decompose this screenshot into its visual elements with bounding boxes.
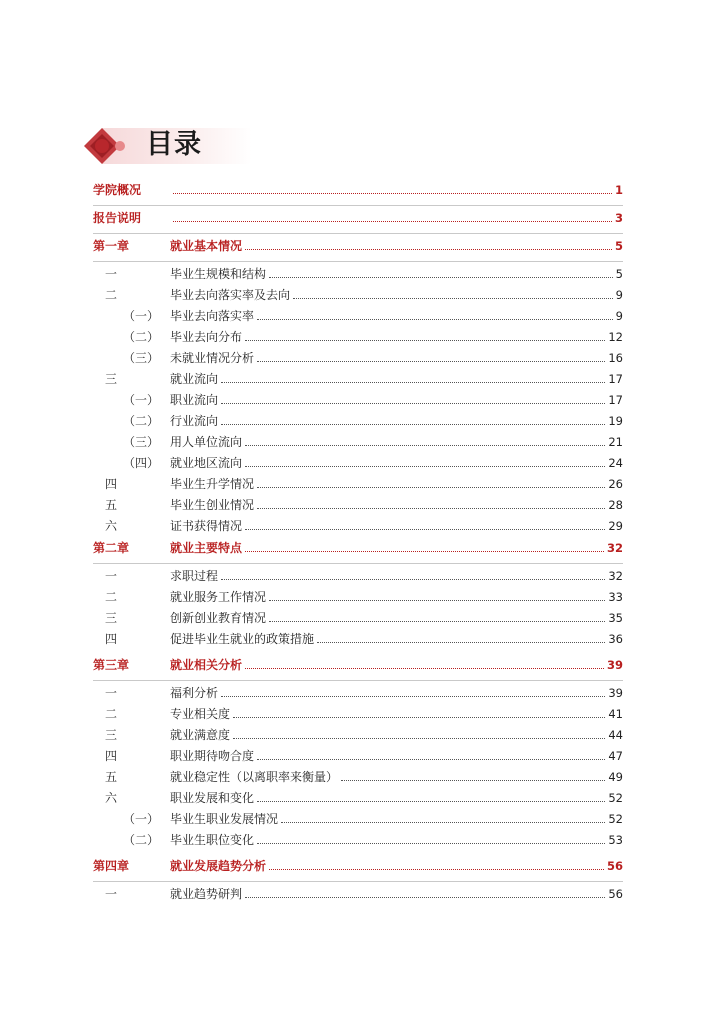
toc-entry-number: 学院概况 (93, 183, 142, 197)
toc-entry-line (170, 285, 623, 305)
toc-entry-number: （一） (123, 812, 160, 826)
toc-entry-line (170, 538, 623, 558)
toc-entry-number: 三 (105, 728, 118, 742)
toc-dot-leader (245, 444, 605, 446)
toc-entry[interactable] (93, 788, 623, 808)
toc-entry-line (170, 767, 623, 787)
toc-entry-title: 用人单位流向 (170, 435, 243, 449)
toc-entry-line (170, 725, 623, 745)
toc-entry-number: 三 (105, 372, 118, 386)
toc-entry[interactable] (93, 327, 623, 347)
toc-entry-title: 就业发展趋势分析 (170, 859, 267, 873)
toc-entry-page-number: 21 (608, 435, 623, 449)
toc-entry-title: 毕业生职业发展情况 (170, 812, 279, 826)
toc-entry-line (170, 566, 623, 586)
toc-entry-page-number: 35 (608, 611, 623, 625)
toc-entry-number: 四 (105, 632, 118, 646)
toc-entry[interactable] (93, 495, 623, 515)
toc-entry-line (170, 264, 623, 284)
toc-entry[interactable] (93, 348, 623, 368)
toc-entry-page-number: 32 (606, 541, 623, 555)
toc-entry-title: 就业趋势研判 (170, 887, 243, 901)
toc-entry-line (170, 655, 623, 675)
toc-entry[interactable] (93, 474, 623, 494)
toc-entry-line (170, 516, 623, 536)
toc-entry[interactable] (93, 236, 623, 256)
toc-dot-leader (341, 779, 605, 781)
toc-entry-number: （一） (123, 393, 160, 407)
toc-dot-leader (293, 297, 613, 299)
toc-entry-title: 专业相关度 (170, 707, 231, 721)
toc-entry-line (170, 432, 623, 452)
toc-entry-number: （二） (123, 833, 160, 847)
toc-entry-line (170, 208, 623, 228)
toc-entry[interactable] (93, 208, 623, 228)
toc-entry-title: 创新创业教育情况 (170, 611, 267, 625)
toc-dot-leader (245, 667, 604, 669)
toc-entry[interactable] (93, 566, 623, 586)
toc-entry-line (170, 306, 623, 326)
toc-entry[interactable] (93, 180, 623, 200)
toc-entry-title: 行业流向 (170, 414, 219, 428)
toc-dot-leader (245, 339, 605, 341)
toc-entry-line (170, 348, 623, 368)
toc-entry-page-number: 52 (608, 791, 623, 805)
toc-entry[interactable] (93, 767, 623, 787)
toc-entry-title: 毕业生创业情况 (170, 498, 255, 512)
toc-entry-page-number: 16 (608, 351, 623, 365)
toc-entry-number: 第二章 (93, 541, 130, 555)
toc-entry-line (170, 236, 623, 256)
toc-entry-title: 就业主要特点 (170, 541, 243, 555)
toc-entry-number: 一 (105, 686, 118, 700)
toc-entry-title: 职业流向 (170, 393, 219, 407)
toc-dot-leader (269, 276, 613, 278)
toc-entry-line (170, 369, 623, 389)
toc-entry-line (170, 629, 623, 649)
toc-entry-title: 毕业生职位变化 (170, 833, 255, 847)
toc-entry-title: 未就业情况分析 (170, 351, 255, 365)
toc-entry-title: 毕业去向分布 (170, 330, 243, 344)
toc-entry-title: 职业期待吻合度 (170, 749, 255, 763)
toc-entry[interactable] (93, 629, 623, 649)
toc-dot-leader (233, 737, 605, 739)
toc-dot-leader (245, 465, 605, 467)
toc-entry-title: 求职过程 (170, 569, 219, 583)
toc-entry-number: 三 (105, 611, 118, 625)
toc-entry-number: 四 (105, 749, 118, 763)
toc-entry-page-number: 29 (608, 519, 623, 533)
toc-entry-line (170, 704, 623, 724)
toc-entry-title: 就业满意度 (170, 728, 231, 742)
toc-dot-leader (257, 360, 605, 362)
toc-entry[interactable] (93, 704, 623, 724)
toc-entry-page-number: 56 (606, 859, 623, 873)
toc-entry[interactable] (93, 884, 623, 904)
diamond-emblem-icon (82, 126, 130, 166)
toc-entry-page-number: 5 (615, 267, 623, 281)
toc-entry-number: 第四章 (93, 859, 130, 873)
toc-entry-number: 二 (105, 707, 118, 721)
toc-dot-leader (245, 248, 612, 250)
toc-entry-number: （三） (123, 435, 160, 449)
toc-entry[interactable] (93, 587, 623, 607)
toc-entry-page-number: 36 (608, 632, 623, 646)
toc-entry-page-number: 3 (614, 211, 623, 225)
toc-entry-number: 五 (105, 498, 118, 512)
toc-entry[interactable] (93, 608, 623, 628)
toc-entry[interactable] (93, 453, 623, 473)
toc-entry-title: 毕业去向落实率及去向 (170, 288, 291, 302)
toc-entry-page-number: 17 (608, 372, 623, 386)
toc-entry-line (170, 390, 623, 410)
toc-entry-title: 促进毕业生就业的政策措施 (170, 632, 315, 646)
toc-entry-line (170, 830, 623, 850)
toc-entry[interactable] (93, 809, 623, 829)
toc-entry-title: 就业相关分析 (170, 658, 243, 672)
toc-entry-number: 第三章 (93, 658, 130, 672)
toc-entry-page-number: 44 (608, 728, 623, 742)
toc-entry-page-number: 33 (608, 590, 623, 604)
toc-entry-title: 就业稳定性（以离职率来衡量） (170, 770, 339, 784)
toc-entry-title: 证书获得情况 (170, 519, 243, 533)
toc-entry[interactable] (93, 746, 623, 766)
toc-entry-page-number: 32 (608, 569, 623, 583)
toc-entry-number: 第一章 (93, 239, 130, 253)
toc-dot-leader (221, 381, 605, 383)
toc-entry-title: 福利分析 (170, 686, 219, 700)
toc-entry-title: 毕业生规模和结构 (170, 267, 267, 281)
toc-entry-page-number: 19 (608, 414, 623, 428)
toc-entry-line (170, 788, 623, 808)
toc-entry-page-number: 47 (608, 749, 623, 763)
toc-entry-number: （三） (123, 351, 160, 365)
toc-entry-title: 毕业去向落实率 (170, 309, 255, 323)
toc-entry-title: 就业服务工作情况 (170, 590, 267, 604)
toc-dot-leader (221, 578, 605, 580)
toc-entry[interactable] (93, 725, 623, 745)
toc-entry[interactable] (93, 411, 623, 431)
toc-entry[interactable] (93, 390, 623, 410)
toc-entry-page-number: 39 (608, 686, 623, 700)
toc-dot-leader (173, 192, 612, 194)
toc-entry-page-number: 49 (608, 770, 623, 784)
toc-entry-number: 一 (105, 887, 118, 901)
toc-entry-page-number: 39 (606, 658, 623, 672)
toc-dot-leader (245, 528, 605, 530)
toc-entry-line (170, 608, 623, 628)
toc-dot-leader (245, 896, 605, 898)
title-banner (82, 126, 242, 166)
toc-dot-leader (173, 220, 612, 222)
toc-entry-title: 就业流向 (170, 372, 219, 386)
toc-entry-number: 四 (105, 477, 118, 491)
toc-entry-title: 职业发展和变化 (170, 791, 255, 805)
toc-entry-page-number: 9 (615, 288, 623, 302)
toc-entry-line (170, 683, 623, 703)
toc-entry-number: 二 (105, 590, 118, 604)
toc-entry-line (170, 809, 623, 829)
toc-entry-line (170, 180, 623, 200)
toc-entry-page-number: 17 (608, 393, 623, 407)
toc-entry-page-number: 12 (608, 330, 623, 344)
toc-entry-page-number: 52 (608, 812, 623, 826)
toc-entry-page-number: 24 (608, 456, 623, 470)
toc-entry-page-number: 5 (614, 239, 623, 253)
toc-entry[interactable] (93, 683, 623, 703)
toc-entry[interactable] (93, 264, 623, 284)
toc-entry-page-number: 53 (608, 833, 623, 847)
toc-entry-number: （二） (123, 330, 160, 344)
toc-entry-line (170, 746, 623, 766)
toc-entry[interactable] (93, 516, 623, 536)
toc-entry-number: （一） (123, 309, 160, 323)
toc-entry-page-number: 1 (614, 183, 623, 197)
toc-entry-title: 就业基本情况 (170, 239, 243, 253)
toc-dot-leader (281, 821, 605, 823)
toc-entry-number: （四） (123, 456, 160, 470)
toc-entry-line (170, 327, 623, 347)
toc-entry[interactable] (93, 306, 623, 326)
toc-entry[interactable] (93, 830, 623, 850)
toc-entry-line (170, 856, 623, 876)
toc-dot-leader (233, 716, 605, 718)
toc-entry-number: 二 (105, 288, 118, 302)
toc-entry[interactable] (93, 432, 623, 452)
toc-entry-line (170, 587, 623, 607)
toc-entry[interactable] (93, 369, 623, 389)
toc-entry-number: 六 (105, 791, 118, 805)
toc-dot-leader (221, 402, 605, 404)
toc-dot-leader (257, 318, 613, 320)
toc-entry-number: 五 (105, 770, 118, 784)
toc-dot-leader (317, 641, 605, 643)
toc-dot-leader (221, 695, 605, 697)
toc-entry-page-number: 9 (615, 309, 623, 323)
toc-entry-page-number: 28 (608, 498, 623, 512)
toc-entry-page-number: 26 (608, 477, 623, 491)
toc-dot-leader (257, 486, 605, 488)
toc-entry-page-number: 56 (608, 887, 623, 901)
toc-entry[interactable] (93, 285, 623, 305)
toc-entry-line (170, 474, 623, 494)
page-title: 目录 (146, 129, 202, 160)
toc-entry-number: 报告说明 (93, 211, 142, 225)
toc-dot-leader (245, 550, 604, 552)
toc-entry-number: 六 (105, 519, 118, 533)
toc-dot-leader (269, 620, 605, 622)
toc-dot-leader (269, 868, 604, 870)
toc-entry-number: 一 (105, 569, 118, 583)
toc-dot-leader (221, 423, 605, 425)
toc-entry-page-number: 41 (608, 707, 623, 721)
toc-entry-line (170, 495, 623, 515)
toc-dot-leader (269, 599, 605, 601)
toc-entry-line (170, 411, 623, 431)
toc-dot-leader (257, 800, 605, 802)
toc-entry[interactable] (93, 538, 623, 558)
toc-entry-number: （二） (123, 414, 160, 428)
toc-dot-leader (257, 842, 605, 844)
toc-dot-leader (257, 758, 605, 760)
toc-entry[interactable] (93, 856, 623, 876)
toc-entry-title: 毕业生升学情况 (170, 477, 255, 491)
toc-entry-line (170, 884, 623, 904)
toc-dot-leader (257, 507, 605, 509)
toc-entry[interactable] (93, 655, 623, 675)
toc-entry-line (170, 453, 623, 473)
toc-entry-title: 就业地区流向 (170, 456, 243, 470)
toc-entry-number: 一 (105, 267, 118, 281)
